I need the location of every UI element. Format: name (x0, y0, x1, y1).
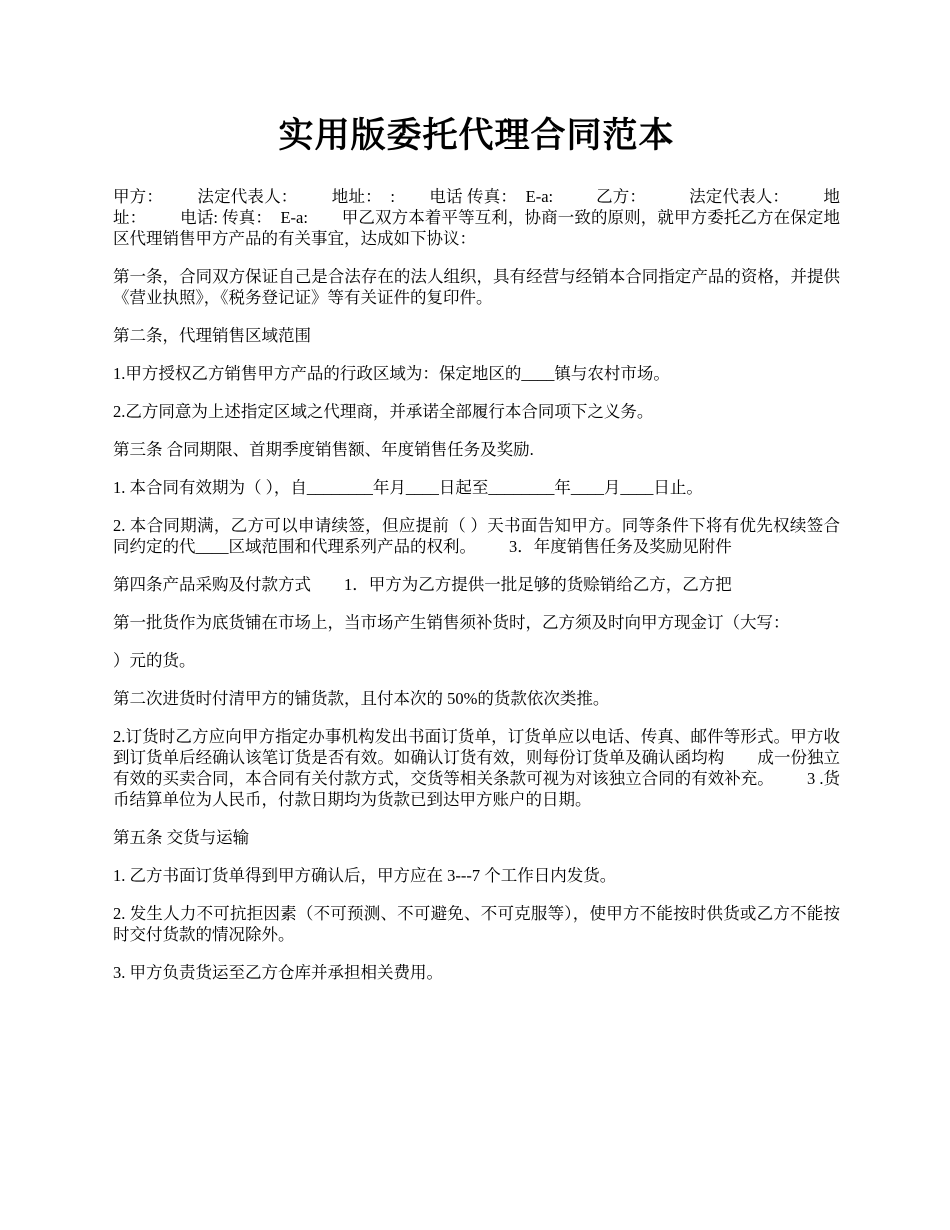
paragraph-article-2-item-1: 1.甲方授权乙方销售甲方产品的行政区域为：保定地区的____镇与农村市场。 (113, 364, 670, 383)
document-title: 实用版委托代理合同范本 (278, 116, 675, 155)
paragraph-article-5-item-2: 2. 发生人力不可抗拒因素（不可预测、不可避免、不可克服等），使甲方不能按时供货或乙方不能按时交付货款的情况除外。 (113, 904, 840, 944)
paragraph-article-5-item-3: 3. 甲方负责货运至乙方仓库并承担相关费用。 (113, 963, 443, 982)
paragraph-parties: 甲方： 法定代表人： 地址： : 电话 传真： E-a: 乙方： 法定代表人： 地址： 电话: 传真： E-a: 甲乙双方本着平等互利，协商一致的原则，就甲方委托乙方在保定地区代理销售甲方产品的有关事宜，达成如下协议： (113, 187, 840, 248)
paragraph-article-3-item-2: 2. 本合同期满，乙方可以申请续签，但应提前（ ）天书面告知甲方。同等条件下将有优先权续签合同约定的代____区域范围和代理系列产品的权利。 3．年度销售任务及奖励见附件 (113, 516, 840, 556)
paragraph-article-4-second-order: 第二次进货时付清甲方的铺货款，且付本次的 50%的货款依次类推。 (113, 689, 610, 708)
paragraph-article-3-heading: 第三条 合同期限、首期季度销售额、年度销售任务及奖励. (113, 440, 534, 459)
paragraph-article-3-item-1: 1. 本合同有效期为（ ），自________年月____日起至________年____月____日止。 (113, 478, 703, 497)
paragraph-article-1: 第一条，合同双方保证自己是合法存在的法人组织，具有经营与经销本合同指定产品的资格，并提供《营业执照》，《税务登记证》等有关证件的复印件。 (113, 267, 840, 307)
paragraph-article-2-heading: 第二条，代理销售区域范围 (113, 326, 311, 345)
paragraph-article-4-item-2: 2.订货时乙方应向甲方指定办事机构发出书面订货单，订货单应以电话、传真、邮件等形式。甲方收到订货单后经确认该笔订货是否有效。如确认订货有效，则每份订货单及确认函均构 成一份独立有效的买卖合同，本合同有关付款方式，交货等相关条款可视为对该独立合同的有效补充。 3 .货币结算单位为人民币，付款日期均为货款已到达甲方账户的日期。 (113, 727, 840, 809)
paragraph-article-4-amount: ）元的货。 (113, 651, 196, 670)
paragraph-article-5-heading: 第五条 交货与运输 (113, 828, 250, 847)
paragraph-article-2-item-2: 2.乙方同意为上述指定区域之代理商，并承诺全部履行本合同项下之义务。 (113, 402, 654, 421)
paragraph-article-5-item-1: 1. 乙方书面订货单得到甲方确认后，甲方应在 3---7 个工作日内发货。 (113, 866, 617, 885)
paragraph-article-4-heading: 第四条产品采购及付款方式 1．甲方为乙方提供一批足够的货赊销给乙方，乙方把 (113, 575, 732, 594)
document-page (113, 110, 840, 1000)
paragraph-article-4-continued: 第一批货作为底货铺在市场上，当市场产生销售须补货时，乙方须及时向甲方现金订（大写： (113, 613, 790, 632)
